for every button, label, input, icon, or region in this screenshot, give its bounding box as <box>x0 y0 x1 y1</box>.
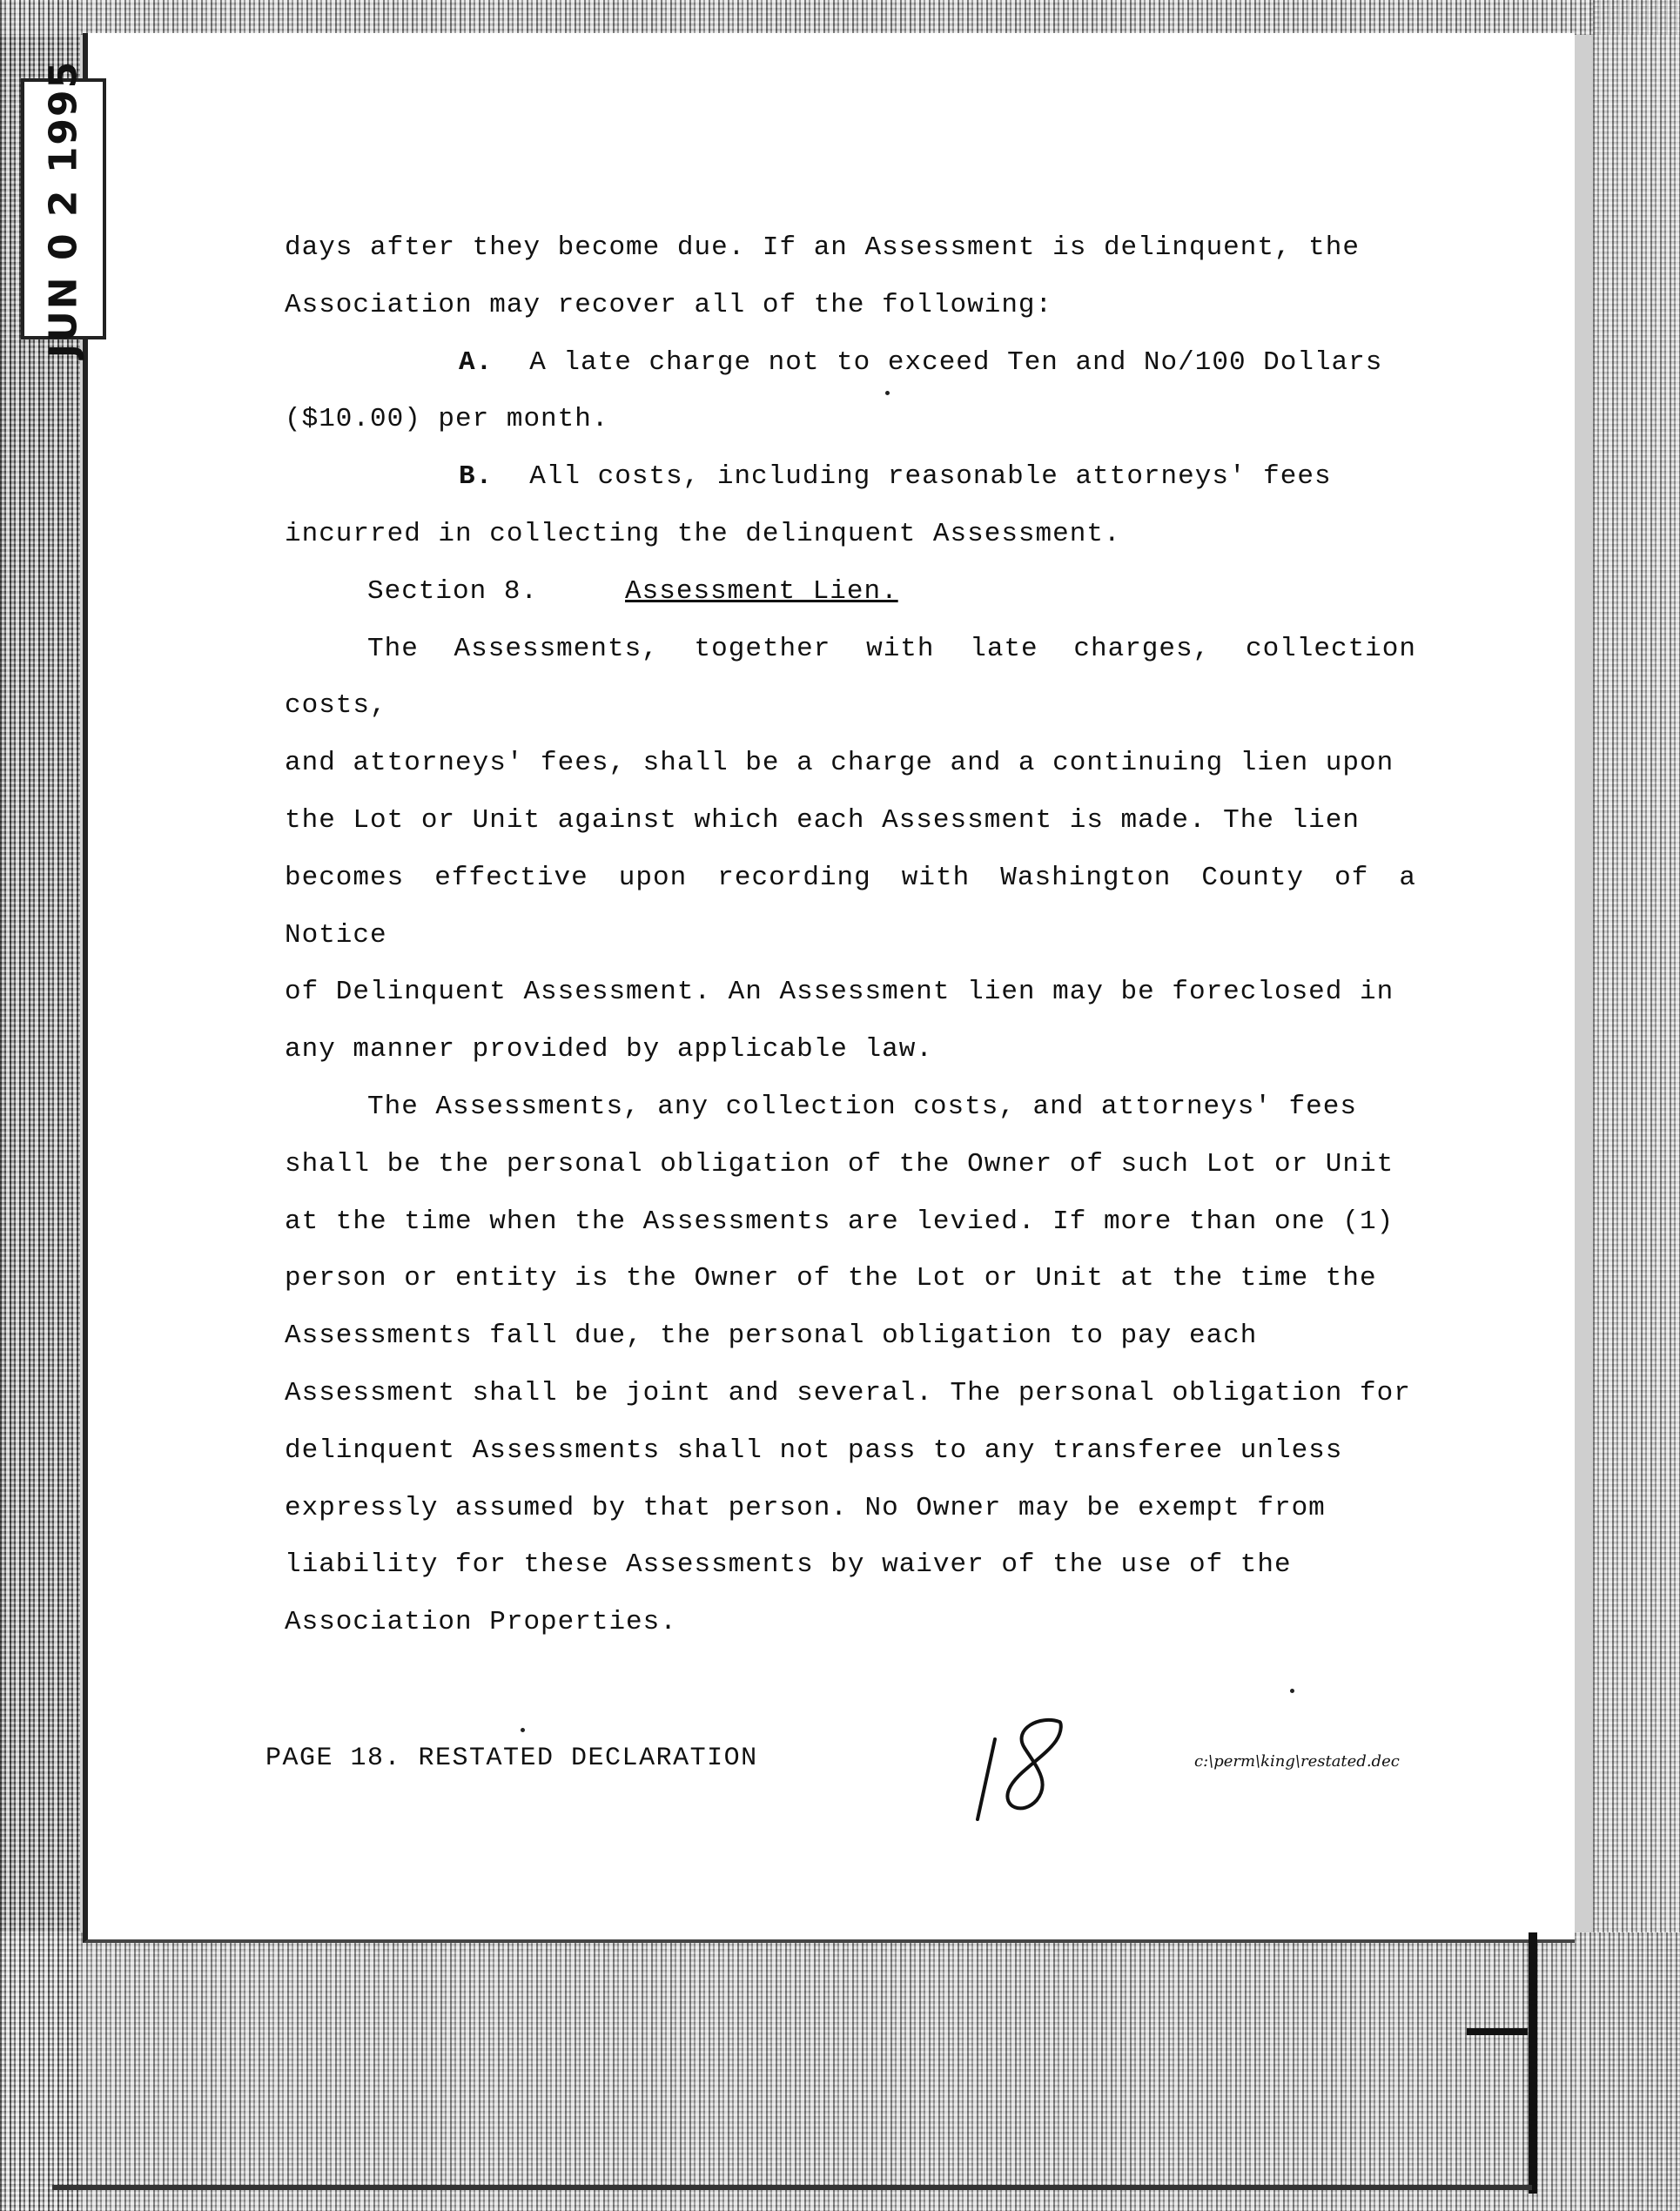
list-item-b <box>285 448 1416 506</box>
text-line: and attorneys' fees, shall be a charge and a continuing lien upon <box>285 748 1394 779</box>
text-line: incurred in collecting the delinquent Assessment. <box>285 518 1121 549</box>
text-line: The Assessments, any collection costs, and attorneys' fees <box>367 1091 1357 1122</box>
scan-speck <box>521 1728 525 1732</box>
date-stamp-text: JUN 0 2 1995 <box>41 59 86 359</box>
section-number: Section 8. <box>367 575 539 607</box>
section-title: Assessment Lien. <box>625 575 898 607</box>
text-line: Association Properties. <box>285 1607 677 1638</box>
text-line: expressly assumed by that person. No Owner may be exempt from <box>285 1492 1326 1523</box>
handwritten-page-number <box>953 1706 1075 1828</box>
text-line: shall be the personal obligation of the Owner of such Lot or Unit <box>285 1148 1394 1179</box>
text-line: Association may recover all of the following: <box>285 289 1053 320</box>
list-item-a-text: A late charge not to exceed Ten and No/100 Dollars <box>529 346 1383 378</box>
scan-speck <box>885 391 890 395</box>
text-line: becomes effective upon recording with Washington County of a Notice <box>285 862 1416 951</box>
text-line: days after they become due. If an Assessment is delinquent, the <box>285 232 1360 263</box>
text-line: any manner provided by applicable law. <box>285 1034 933 1065</box>
text-line: at the time when the Assessments are levied. If more than one (1) <box>285 1206 1394 1237</box>
handwritten-18-drawing <box>953 1706 1075 1828</box>
list-letter-b: B. <box>459 461 494 493</box>
text-line: ($10.00) per month. <box>285 404 609 435</box>
text-line: Assessment shall be joint and several. The personal obligation for <box>285 1377 1411 1408</box>
text-line: Assessments fall due, the personal obligation to pay each <box>285 1321 1258 1352</box>
scan-border-right <box>1593 0 1680 2211</box>
document-body <box>285 219 1416 1651</box>
scan-bottom-line <box>52 2185 1532 2190</box>
text-line: of Delinquent Assessment. An Assessment lien may be foreclosed in <box>285 977 1394 1008</box>
date-stamp <box>21 59 106 359</box>
section-heading <box>285 563 1416 621</box>
text-line: delinquent Assessments shall not pass to any transferee unless <box>285 1435 1343 1466</box>
scan-edge-mark <box>1467 2028 1528 2035</box>
list-item-b-text: All costs, including reasonable attorneys' fees <box>529 461 1332 493</box>
text-line: liability for these Assessments by waiver of the use of the <box>285 1549 1292 1581</box>
list-letter-a: A. <box>459 346 494 378</box>
text-line: The Assessments, together with late charges, collection costs, <box>285 633 1416 722</box>
scan-border-bottom <box>0 1932 1680 2211</box>
page-footer-label: PAGE 18. RESTATED DECLARATION <box>265 1744 758 1773</box>
text-line: the Lot or Unit against which each Assessment is made. The lien <box>285 804 1360 836</box>
scan-speck <box>1290 1689 1294 1693</box>
text-line: person or entity is the Owner of the Lot or Unit at the time the <box>285 1263 1377 1294</box>
list-item-a <box>285 334 1416 392</box>
scan-border-top <box>0 0 1680 35</box>
scan-edge-bar <box>1529 1932 1537 2194</box>
file-path-label: c:\perm\king\restated.dec <box>1194 1752 1400 1771</box>
